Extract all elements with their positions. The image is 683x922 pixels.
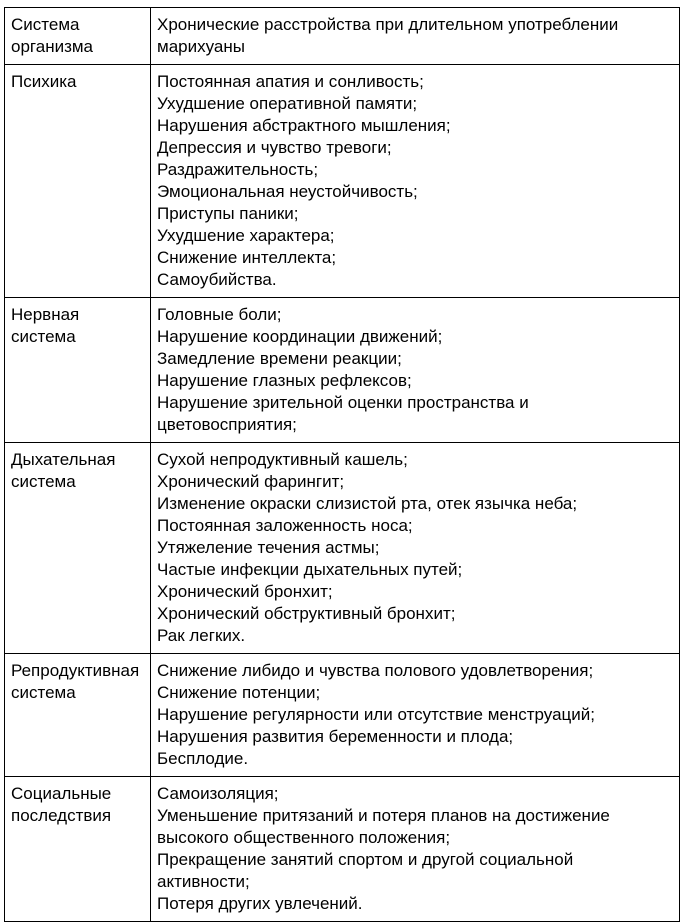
disorder-item: Раздражительность;: [157, 160, 319, 179]
disorder-item: Снижение интеллекта;: [157, 248, 337, 267]
disorder-item: Постоянная апатия и сонливость;: [157, 72, 424, 91]
system-name-line: Нервная: [11, 305, 80, 324]
disorders-cell: [151, 443, 680, 654]
table-header-row: [5, 8, 680, 65]
disorder-item: Депрессия и чувство тревоги;: [157, 138, 392, 157]
disorder-item: Головные боли;: [157, 305, 282, 324]
system-name-line: Социальные: [11, 784, 112, 803]
disorder-item: Бесплодие.: [157, 749, 249, 768]
system-name-line: последствия: [11, 806, 112, 825]
disorder-item: Нарушение зрительной оценки пространства и: [157, 393, 529, 412]
table-row: [5, 443, 680, 654]
table-row: [5, 65, 680, 298]
header-disorders-line: Хронические расстройства при длительном употреблении: [157, 15, 619, 34]
disorder-item: активности;: [157, 872, 250, 891]
disorder-item: Хронический бронхит;: [157, 582, 333, 601]
disorder-item: Замедление времени реакции;: [157, 349, 402, 368]
system-name-line: система: [11, 472, 76, 491]
disorder-item: Эмоциональная неустойчивость;: [157, 182, 418, 201]
disorder-item: Хронический фарингит;: [157, 472, 345, 491]
header-disorders-line: марихуаны: [157, 37, 245, 56]
disorder-item: Ухудшение оперативной памяти;: [157, 94, 418, 113]
header-system-line: Система: [11, 15, 80, 34]
disorder-item: Рак легких.: [157, 626, 246, 645]
header-cell-system: [5, 8, 151, 65]
disorder-item: Нарушение регулярности или отсутствие менструаций;: [157, 705, 596, 724]
disorder-item: Изменение окраски слизистой рта, отек язычка неба;: [157, 494, 578, 513]
disorders-cell: [151, 777, 680, 922]
system-cell: [5, 777, 151, 922]
table-row: [5, 777, 680, 922]
disorder-item: Нарушение координации движений;: [157, 327, 443, 346]
disorder-item: Снижение потенции;: [157, 683, 321, 702]
system-name-line: Репродуктивная: [11, 661, 140, 680]
disorders-cell: [151, 298, 680, 443]
system-name-line: Психика: [11, 72, 77, 91]
table-row: [5, 298, 680, 443]
header-cell-disorders: [151, 8, 680, 65]
disorder-item: высокого общественного положения;: [157, 828, 451, 847]
disorder-item: цветовосприятия;: [157, 415, 297, 434]
table-row: [5, 654, 680, 777]
disorders-table: [4, 7, 680, 922]
disorder-item: Потеря других увлечений.: [157, 894, 363, 913]
disorder-item: Нарушения развития беременности и плода;: [157, 727, 514, 746]
disorder-item: Уменьшение притязаний и потеря планов на достижение: [157, 806, 610, 825]
system-cell: [5, 654, 151, 777]
disorder-item: Самоизоляция;: [157, 784, 279, 803]
disorder-item: Постоянная заложенность носа;: [157, 516, 413, 535]
disorder-item: Нарушение глазных рефлексов;: [157, 371, 412, 390]
disorder-item: Снижение либидо и чувства полового удовлетворения;: [157, 661, 594, 680]
disorders-cell: [151, 654, 680, 777]
system-name-line: система: [11, 327, 76, 346]
system-cell: [5, 443, 151, 654]
disorder-item: Хронический обструктивный бронхит;: [157, 604, 456, 623]
disorder-item: Приступы паники;: [157, 204, 299, 223]
system-cell: [5, 298, 151, 443]
system-name-line: Дыхательная: [11, 450, 116, 469]
header-system-line: организма: [11, 37, 94, 56]
system-name-line: система: [11, 683, 76, 702]
disorder-item: Частые инфекции дыхательных путей;: [157, 560, 463, 579]
disorders-cell: [151, 65, 680, 298]
disorder-item: Нарушения абстрактного мышления;: [157, 116, 451, 135]
system-cell: [5, 65, 151, 298]
disorder-item: Сухой непродуктивный кашель;: [157, 450, 408, 469]
disorder-item: Ухудшение характера;: [157, 226, 335, 245]
disorder-item: Самоубийства.: [157, 270, 277, 289]
disorder-item: Прекращение занятий спортом и другой социальной: [157, 850, 574, 869]
disorder-item: Утяжеление течения астмы;: [157, 538, 380, 557]
